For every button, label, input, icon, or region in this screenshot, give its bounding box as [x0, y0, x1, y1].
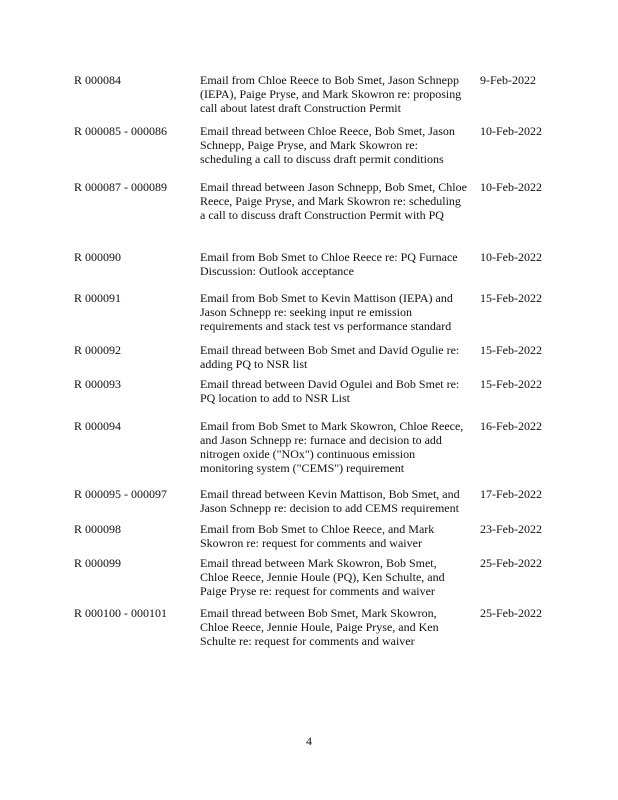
bates-number: R 000091: [74, 291, 122, 305]
document-description: Email thread between Bob Smet and David Ogulie re: adding PQ to NSR list: [200, 343, 460, 371]
document-description: Email thread between David Ogulei and Bob Smet re: PQ location to add to NSR List: [200, 377, 460, 405]
bates-number: R 000085 - 000086: [74, 124, 167, 138]
document-date: 15-Feb-2022: [480, 343, 542, 357]
document-date: 16-Feb-2022: [480, 419, 542, 433]
document-description: Email thread between Mark Skowron, Bob Smet, Chloe Reece, Jennie Houle (PQ), Ken Schulte, and Paige Pryse re: request for comments and waiver: [200, 556, 445, 598]
bates-number: R 000090: [74, 250, 122, 264]
document-description: Email thread between Chloe Reece, Bob Smet, Jason Schnepp, Paige Pryse, and Mark Skowron re: scheduling a call to discuss draft permit conditions: [200, 124, 455, 166]
bates-number: R 000093: [74, 377, 122, 391]
document-date: 10-Feb-2022: [480, 180, 542, 194]
document-description: Email from Bob Smet to Chloe Reece re: PQ Furnace Discussion: Outlook acceptance: [200, 250, 458, 278]
document-description: Email from Bob Smet to Kevin Mattison (IEPA) and Jason Schnepp re: seeking input re emission requirements and stack test vs performance standard: [200, 291, 453, 333]
page-number: 4: [306, 734, 312, 748]
bates-number: R 000087 - 000089: [74, 180, 167, 194]
document-description: Email from Bob Smet to Mark Skowron, Chloe Reece, and Jason Schnepp re: furnace and decision to add nitrogen oxide ("NOx") continuous emission monitoring system ("CEMS") requirement: [200, 419, 464, 475]
document-date: 10-Feb-2022: [480, 124, 542, 138]
document-date: 10-Feb-2022: [480, 250, 542, 264]
document-description: Email thread between Bob Smet, Mark Skowron, Chloe Reece, Jennie Houle, Paige Pryse, and Ken Schulte re: request for comments and waiver: [200, 606, 439, 648]
document-date: 25-Feb-2022: [480, 606, 542, 620]
bates-number: R 000094: [74, 419, 122, 433]
bates-number: R 000098: [74, 522, 122, 536]
document-date: 25-Feb-2022: [480, 556, 542, 570]
document-date: 15-Feb-2022: [480, 291, 542, 305]
document-date: 9-Feb-2022: [480, 73, 536, 87]
document-date: 23-Feb-2022: [480, 522, 542, 536]
document-description: Email thread between Kevin Mattison, Bob Smet, and Jason Schnepp re: decision to add CEMS requirement: [200, 487, 460, 515]
document-date: 17-Feb-2022: [480, 487, 542, 501]
bates-number: R 000095 - 000097: [74, 487, 167, 501]
document-description: Email from Bob Smet to Chloe Reece, and Mark Skowron re: request for comments and waiver: [200, 522, 435, 550]
bates-number: R 000084: [74, 73, 122, 87]
document-description: Email from Chloe Reece to Bob Smet, Jason Schnepp (IEPA), Paige Pryse, and Mark Skowron re: proposing call about latest draft Construction Permit: [200, 73, 462, 115]
document-date: 15-Feb-2022: [480, 377, 542, 391]
bates-number: R 000092: [74, 343, 122, 357]
document-description: Email thread between Jason Schnepp, Bob Smet, Chloe Reece, Paige Pryse, and Mark Skowron re: scheduling a call to discuss draft Construction Permit with PQ: [200, 180, 467, 222]
bates-number: R 000099: [74, 556, 122, 570]
bates-number: R 000100 - 000101: [74, 606, 167, 620]
